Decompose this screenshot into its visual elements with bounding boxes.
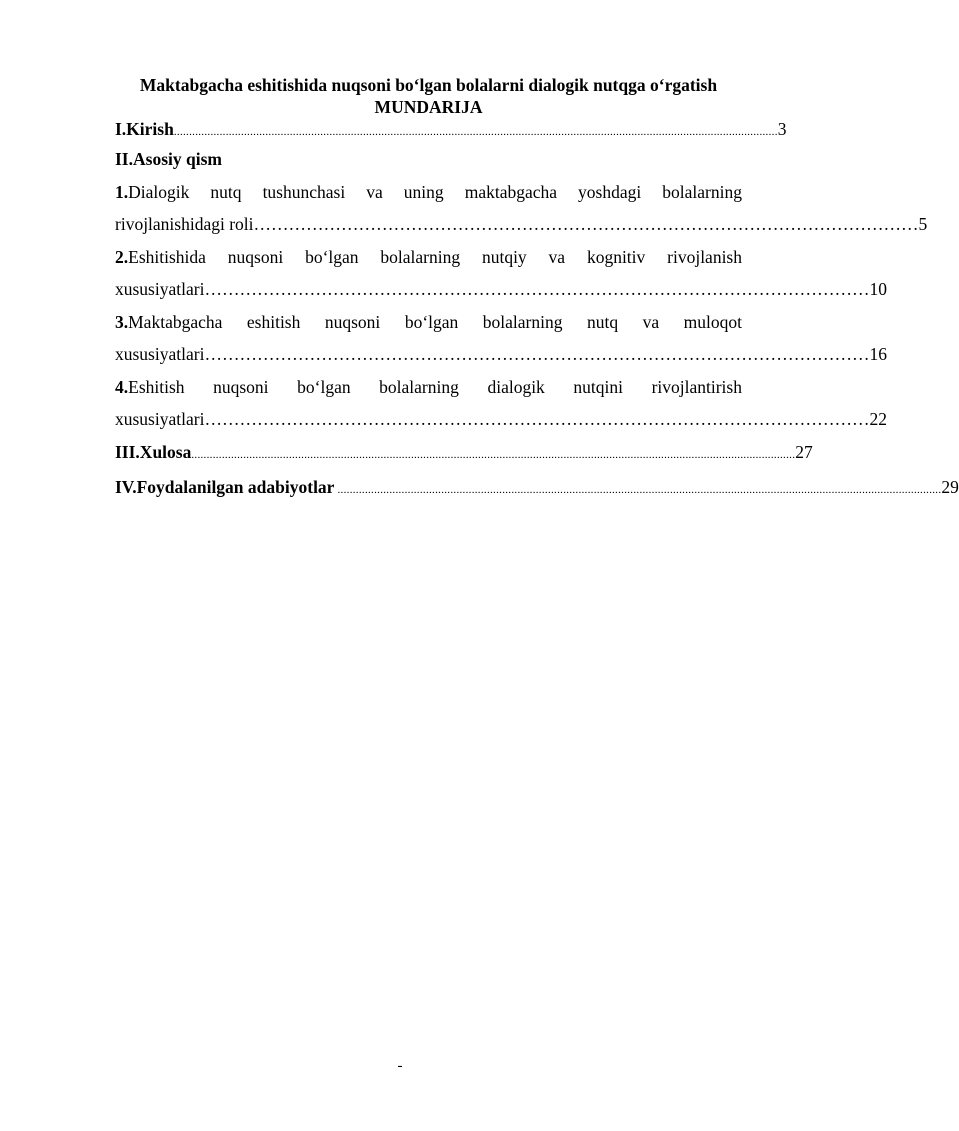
toc-word: bolalarning	[380, 246, 461, 267]
toc-word: va	[548, 246, 566, 267]
toc-word: bo‘lgan	[305, 246, 359, 267]
toc-label: xususiyatlari	[115, 344, 205, 364]
toc-word: bolalarning	[482, 311, 563, 332]
document-title: Maktabgacha eshitishida nuqsoni bo‘lgan bolalarni dialogik nutqga o‘rgatish	[139, 75, 718, 95]
toc-page-number: 27	[795, 441, 813, 462]
toc-word: va	[366, 181, 383, 202]
toc-label: xususiyatlari	[115, 409, 205, 429]
toc-label: xususiyatlari	[115, 279, 205, 299]
toc-entry-2-line2[interactable]	[115, 273, 887, 306]
toc-number: 3.	[115, 311, 129, 332]
toc-word: maktabgacha	[464, 181, 558, 202]
toc-word: uning	[403, 181, 444, 202]
toc-word: rivojlantirish	[651, 376, 742, 397]
toc-entry-kirish[interactable]	[115, 118, 787, 143]
toc-word: va	[642, 311, 660, 332]
toc-label: rivojlanishidagi roli	[115, 214, 254, 234]
leader-dots: ......................................................................................................................................................................................................	[173, 126, 778, 138]
leader-dots: ……………………………………………………………………………………………………	[204, 344, 870, 364]
toc-page-number: 16	[869, 344, 887, 364]
toc-number: 1.	[115, 181, 129, 202]
toc-page-number: 29	[941, 477, 959, 497]
toc-heading: MUNDARIJA	[374, 97, 483, 117]
toc-section-asosiy: II.Asosiy qism	[115, 149, 222, 169]
toc-word: nutq	[210, 181, 242, 202]
toc-word: nuqsoni	[324, 311, 381, 332]
toc-page-number: 5	[918, 214, 928, 234]
toc-label: III.Xulosa	[115, 441, 192, 462]
toc-entry-3-line2[interactable]	[115, 338, 887, 371]
toc-word: kognitiv	[586, 246, 646, 267]
leader-dots: ......................................................................................................................................................................................................	[191, 448, 796, 461]
toc-word: bo‘lgan	[297, 376, 351, 397]
toc-word: bolalarning	[379, 376, 459, 397]
toc-entry-1-line1[interactable]	[115, 176, 742, 209]
leader-dots: ……………………………………………………………………………………………………	[204, 279, 870, 299]
toc-word: 4.Eshitish	[115, 376, 185, 397]
document-page	[115, 74, 959, 507]
toc-word: nuqsoni	[227, 246, 284, 267]
leader-dots: ......................................................................................................................................................................................................	[334, 484, 942, 496]
toc-word: nutqini	[573, 376, 623, 397]
toc-word: 3.Maktabgacha	[115, 311, 223, 332]
toc-number: 4.	[115, 376, 129, 397]
toc-word: muloqot	[683, 311, 742, 332]
toc-word: bo‘lgan	[404, 311, 459, 332]
toc-number: 2.	[115, 246, 129, 267]
toc-entry-xulosa[interactable]	[115, 436, 813, 472]
toc-label: IV.Foydalanilgan adabiyotlar	[115, 477, 335, 497]
toc-entry-foydalanilgan[interactable]	[115, 471, 959, 507]
leader-dots: ……………………………………………………………………………………………………	[253, 214, 919, 234]
toc-entry-4-line2[interactable]	[115, 403, 887, 436]
toc-entry-1-line2[interactable]	[115, 208, 928, 241]
toc-word: rivojlanish	[667, 246, 742, 267]
leader-dots: ……………………………………………………………………………………………………	[204, 409, 870, 429]
toc-page-number: 10	[869, 279, 887, 299]
toc-word: yoshdagi	[578, 181, 642, 202]
toc-word: nutq	[586, 311, 619, 332]
toc-page-number: 22	[869, 409, 887, 429]
toc-entry-4-line1[interactable]	[115, 371, 742, 404]
toc-word: nutqiy	[481, 246, 527, 267]
toc-entry-2-line1[interactable]	[115, 241, 742, 274]
toc-word: 2.Eshitishida	[115, 246, 206, 267]
toc-word: tushunchasi	[262, 181, 346, 202]
toc-word: bolalarning	[662, 181, 742, 202]
toc-word: dialogik	[487, 376, 545, 397]
toc-word: 1.Dialogik	[115, 181, 190, 202]
toc-label: I.Kirish	[115, 119, 174, 139]
toc-word: eshitish	[246, 311, 301, 332]
toc-page-number: 3	[777, 119, 787, 139]
toc-word: nuqsoni	[213, 376, 269, 397]
toc-entry-3-line1[interactable]	[115, 306, 742, 339]
page-footer-mark: -	[397, 1058, 403, 1074]
